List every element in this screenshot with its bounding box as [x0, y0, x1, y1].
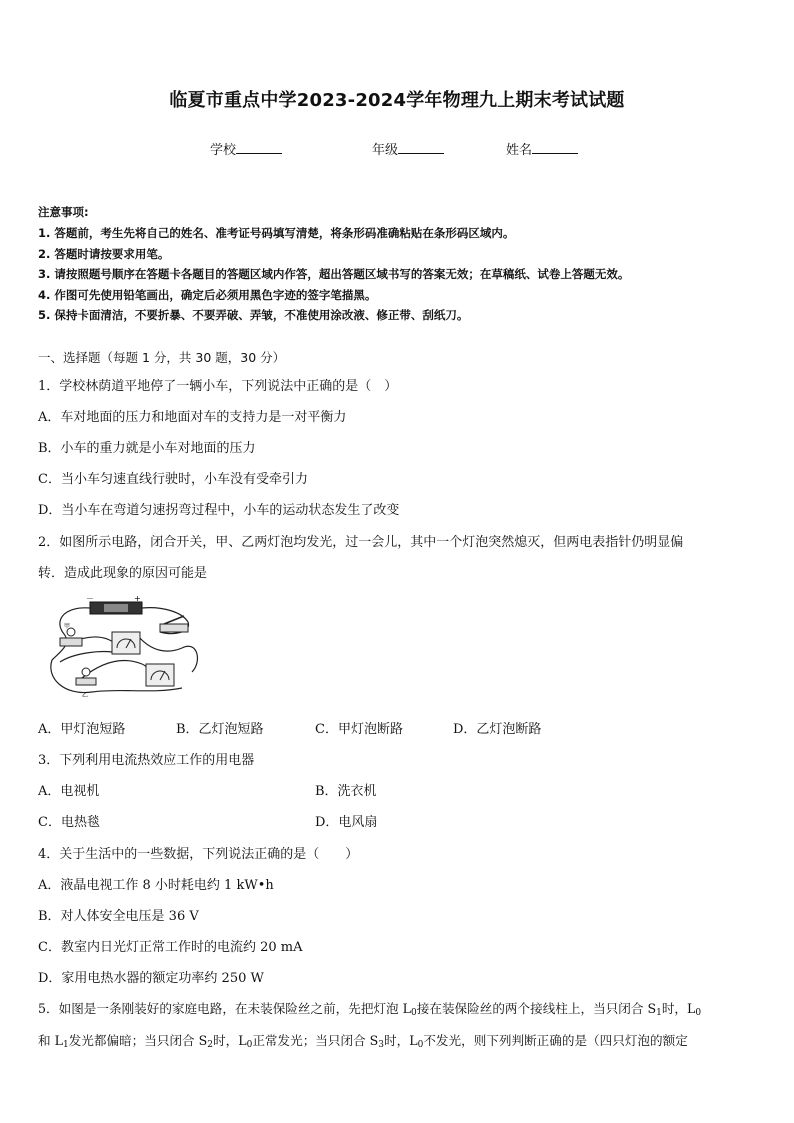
q3-stem: 3．下列利用电流热效应工作的用电器: [38, 753, 255, 768]
q3-option-b: B．洗衣机: [315, 784, 377, 799]
school-blank: [236, 141, 282, 154]
q4-option-c: C．教室内日光灯正常工作时的电流约 20 mA: [38, 940, 303, 955]
q1-option-d: D．当小车在弯道匀速拐弯过程中，小车的运动状态发生了改变: [38, 503, 400, 518]
q2-stem: 2．如图所示电路，闭合开关，甲、乙两灯泡均发光，过一会儿，其中一个灯泡突然熄灭，但两电表指针仍明显偏: [38, 535, 684, 550]
note-item: 4. 作图可先使用铅笔画出，确定后必须用黑色字迹的签字笔描黑。: [38, 288, 377, 302]
q1-stem: 1．学校林荫道平地停了一辆小车，下列说法中正确的是（ ）: [38, 379, 398, 394]
q4-option-a: A．液晶电视工作 8 小时耗电约 1 kW•h: [38, 878, 274, 893]
q3-option-d: D．电风扇: [315, 815, 378, 830]
note-item: 1. 答题前，考生先将自己的姓名、准考证号码填写清楚，将条形码准确粘贴在条形码区域内。: [38, 226, 515, 240]
q2-option-c: C．甲灯泡断路: [315, 722, 403, 737]
q3-option-a: A．电视机: [38, 784, 100, 799]
battery-minus-label: －: [86, 594, 94, 603]
grade-blank: [398, 141, 444, 154]
circuit-figure: [42, 592, 212, 704]
q5-stem-line1: 5．如图是一条刚装好的家庭电路，在未装保险丝之前，先把灯泡 $L_0$接在装保险丝的两个接线柱上，当只闭合 $S_1$时，$L_0$: [38, 1001, 702, 1018]
note-item: 3. 请按照题号顺序在答题卡各题目的答题区域内作答，超出答题区域书写的答案无效；在草稿纸、试卷上答题无效。: [38, 267, 630, 281]
lamp-yi-label: 乙: [82, 692, 89, 699]
name-blank: [532, 141, 578, 154]
q2-option-d: D．乙灯泡断路: [453, 722, 542, 737]
battery-plus-label: +: [134, 594, 141, 603]
section-heading: 一、选择题（每题 1 分，共 30 题，30 分）: [38, 350, 286, 365]
q3-option-c: C．电热毯: [38, 815, 100, 830]
q4-option-d: D．家用电热水器的额定功率约 250 W: [38, 971, 264, 986]
note-item: 2. 答题时请按要求用笔。: [38, 247, 170, 261]
page-title: 临夏市重点中学2023-2024学年物理九上期末考试试题: [169, 90, 625, 111]
notes-heading: 注意事项:: [38, 205, 89, 219]
q2-option-b: B．乙灯泡短路: [176, 722, 264, 737]
lamp-jia-label: 甲: [64, 623, 71, 630]
q2-option-a: A．甲灯泡短路: [38, 722, 126, 737]
grade-field: 年级: [372, 139, 444, 158]
q4-stem: 4．关于生活中的一些数据，下列说法正确的是（ ）: [38, 847, 359, 862]
name-field: 姓名: [506, 139, 578, 158]
note-item: 5. 保持卡面清洁，不要折暴、不要弄破、弄皱，不准使用涂改液、修正带、刮纸刀。: [38, 308, 469, 322]
q1-option-a: A．车对地面的压力和地面对车的支持力是一对平衡力: [38, 410, 347, 425]
q4-option-b: B．对人体安全电压是 36 V: [38, 909, 199, 924]
q1-option-b: B．小车的重力就是小车对地面的压力: [38, 441, 256, 456]
q5-stem-line2: 和 $L_1$发光都偏暗；当只闭合 $S_2$时，$L_0$正常发光；当只闭合 $S_3$时，$L_0$不发光，则下列判断正确的是（四只灯泡的额定: [38, 1033, 688, 1050]
school-field: 学校: [210, 139, 282, 158]
q2-stem-cont: 转．造成此现象的原因可能是: [38, 566, 208, 581]
q1-option-c: C．当小车匀速直线行驶时，小车没有受牵引力: [38, 472, 308, 487]
